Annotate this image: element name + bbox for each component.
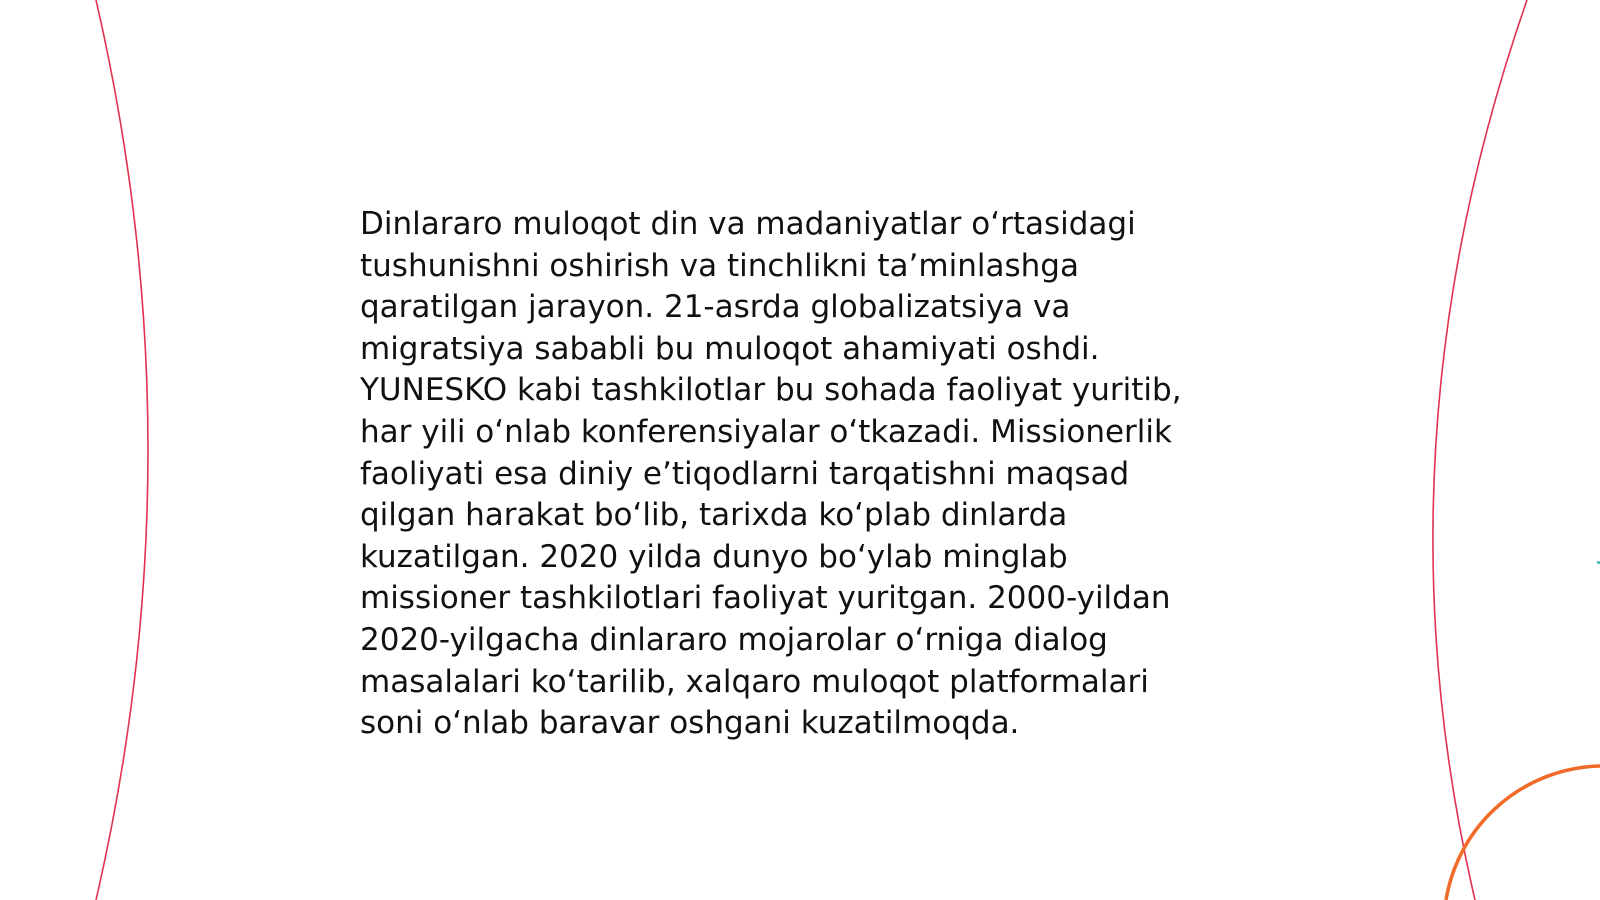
orange-circle-arc: [1446, 766, 1600, 900]
left-curve-line: [96, 0, 148, 900]
right-curve-line: [1433, 0, 1527, 900]
slide-body-text: Dinlararo muloqot din va madaniyatlar oʻrtasidagi tushunishni oshirish va tinchlikni taʼminlashga qaratilgan jarayon. 21-asrda globalizatsiya va migratsiya sababli bu muloqot ahamiyati oshdi. YUNESKO kabi tashkilotlar bu sohada faoliyat yuritib, har yili oʻnlab konferensiyalar oʻtkazadi. Missionerlik faoliyati esa diniy eʼtiqodlarni tarqatishni maqsad qilgan harakat boʻlib, tarixda koʻplab dinlarda kuzatilgan. 2020 yilda dunyo boʻylab minglab missioner tashkilotlari faoliyat yuritgan. 2000-yildan 2020-yilgacha dinlararo mojarolar oʻrniga dialog masalalari koʻtarilib, xalqaro muloqot platformalari soni oʻnlab baravar oshgani kuzatilmoqda.: [360, 206, 1182, 742]
